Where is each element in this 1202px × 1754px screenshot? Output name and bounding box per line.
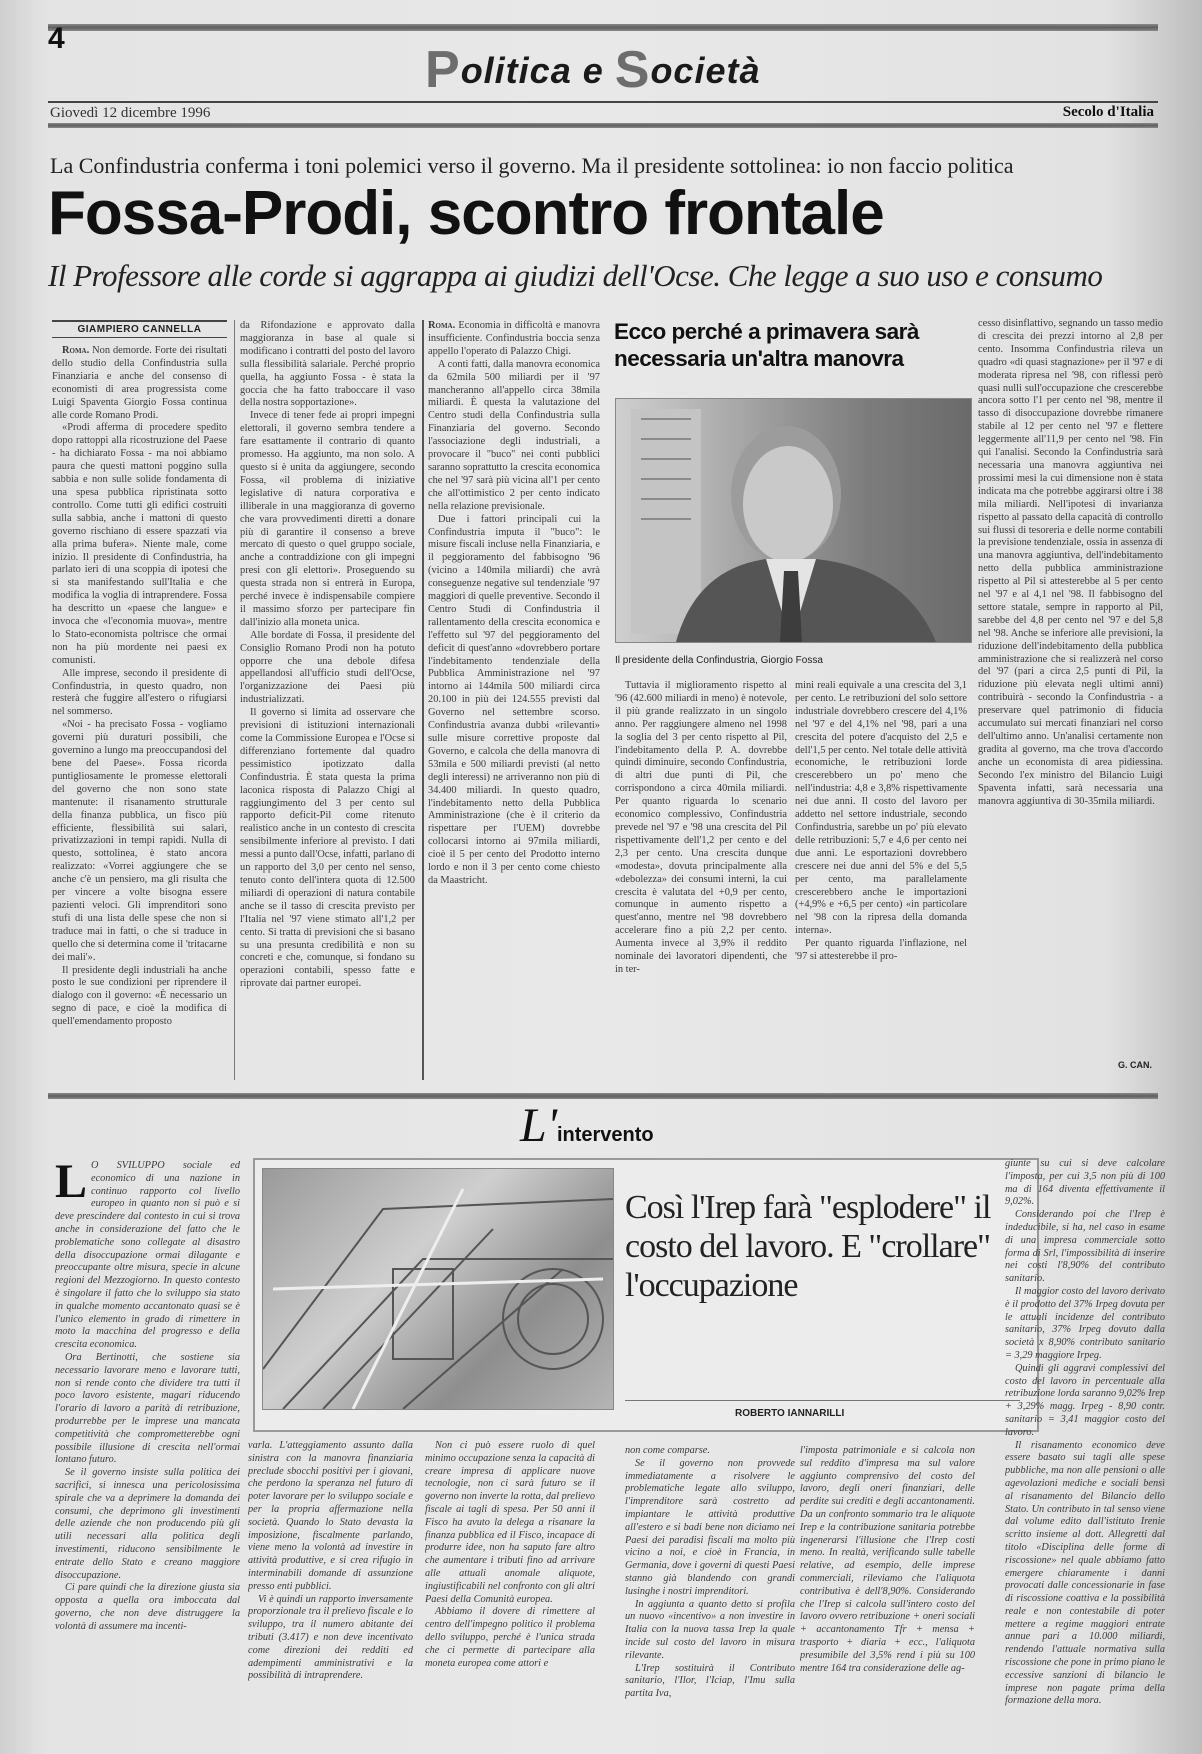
factory-image xyxy=(263,1169,613,1409)
column-divider xyxy=(234,320,235,1080)
sidebar-column-b: mini reali equivale a una crescita del 3,1 per cento. Le retribuzioni del solo settore industriale dovrebbero crescere del 4,1% nel '97 e del 4,1% nel '98, pari a una crescita del potere d'acquisto del 2,5 e dell'1,5 per cento. Nel totale delle attività economiche, le retribuzioni lorde crescerebbero un po' meno che nell'industria: 4,8 e 3,8% rispettivamente nei due anni. Il costo del lavoro per addetto nel settore industriale, secondo Confindustria, sarebbe un po' più elevato delle retribuzioni: 5,7 e 4,6 per cento nei due anni. Le esportazioni dovrebbero crescere nei due anni del 5% e del 5,5 per cento, ma parallelamente crescerebbero anche le importazioni (+4,9% e +6,5 per cento) «in particolare nel '98 con la ripresa della domanda interna». Per quanto riguarda l'inflazione, nel '97 si attesterebbe il pro- xyxy=(795,680,967,963)
byline: GIAMPIERO CANNELLA xyxy=(52,320,227,338)
intervento-label: L'intervento xyxy=(520,1099,654,1152)
photo-industrial-plant xyxy=(262,1168,614,1410)
opinion-column-3: Non ci può essere ruolo di quel minimo occupazione senza la capacità di creare impresa di applicare nuove tecnologie, non ci sarà futuro se il governo non inverte la rotta, dal prelievo fiscale ai tagli di spesa. Per 50 anni il Fisco ha avuto la delega a risanare la finanza pubblica ed il Fisco, incapace di produrre idee, non ha saputo fare altro che aumentare i tributi fino ad arrivare alle attuali anomale aliquote, ingiustificabili nel confronto con gli altri Paesi della Comunità europea. Abbiamo il dovere di rimettere al centro dell'impegno politico il problema dello sviluppo, perché è l'unica strada che ci permette di partecipare alla moneta europea come attori e xyxy=(425,1440,595,1669)
header-bottom-rule xyxy=(48,123,1158,128)
page-number: 4 xyxy=(48,22,65,55)
article-column-3: Roma. Economia in difficoltà e manovra insufficiente. Confindustria boccia senza appello l'operato di Palazzo Chigi. A conti fatti, dalla manovra economica da 62mila 500 miliardi per il '97 mancheranno all'appello circa 38mila miliardi. È questa la valutazione del Centro studi della Confindustria sulla Finanziaria del governo. Secondo l'associazione degli industriali, a provocare il "buco" nei conti pubblici saranno soprattutto la crescita economica che nel '97 sarà più vicina all'1 per cento che all'ottimistico 2 per cento indicato nella relazione previsionale. Due i fattori principali cui la Confindustria imputa il "buco": le misure fiscali incluse nella Finanziaria, e il peggioramento del fabbisogno '96 (vicino a 140mila miliardi) che avrà conseguenze negative sul tendenziale '97 maggiori di quelle preventive. Secondo il Centro Studi di Confindustria il rallentamento della crescita economica e l'effetto sul '97 del peggioramento del deficit di quest'anno «dovrebbero portare l'indebitamento tendenziale della Pubblica Amministrazione nel '97 intorno ai 144mila 500 miliardi circa 20.100 in più dei 124.555 previsti dal Governo nel settembre scorso. Confindustria avanza dubbi «rilevanti» sulle misure correttive proposte dal Governo, e calcola che della manovra di 53mila e 500 miliardi previsti (al netto degli interessi) ne arriveranno non più di 34.400 miliardi. In questo quadro, l'indebitamento netto della Pubblica Amministrazione (che è il criterio da rispettare per l'UEM) dovrebbe collocarsi intorno ai 97mila miliardi, cioè il 5 per cento del Prodotto interno lordo e non il 3 per cento come chiesto da Maastricht. xyxy=(428,320,600,886)
article-column-2: da Rifondazione e approvato dalla maggioranza in base al quale si modificano i contratti del posto del lavoro sulla flessibilità salariale. Perché proprio quella, ha aggiunto Fossa - è stata la goccia che ha fatto traboccare il vaso della nostra sopportazione». Invece di tener fede ai propri impegni elettorali, il governo sembra tendere a fare esattamente il contrario di quanto promesso. Ha aggiunto, ma non solo. A questo si è unita da aggiungere, secondo Fossa, «il problema di iniziative legislative di natura corporativa e illiberale in una maggioranza di governo che vara provvedimenti diretti a donare più di garantire il consenso a breve mercato di questo o quel gruppo sociale, anche a contraddizione con gli impegni presi con gli elettori». Proseguendo su questa strada non si entrerà in Europa, perché invece è indispensabile compiere il massimo sforzo per partecipare fin dall'inizio alla moneta unica. Alle bordate di Fossa, il presidente del Consiglio Romano Prodi non ha potuto opporre che una debole difesa appellandosi all'ufficio studi dell'Ocse, l'organizzazione dei Paesi più industrializzati. Il governo si limita ad osservare che previsioni di istituzioni internazionali come la Commissione Europea e l'Ocse si differenziano fortemente dal quadro pessimistico ipotizzato dalla Confindustria. È stata questa la prima laconica risposta di Palazzo Chigi al raggiungimento del 3 per cento sul rapporto deficit-Pil come ritenuto realistico anche in un contesto di crescita sensibilmente inferiore al previsto. I dati messi a punto dall'Ocse, infatti, parlano di un rapporto del 3,0 per cento nel senso, tenuto conto dell'intera quota di 12.500 miliardi di operazioni di natura contabile anche se il tasso di crescita previsto per l'Italia nel '97 viene stimato all'1,2 per cento. Si tratta di previsioni che si basano su una presunta credibilità e non su concreti e che, comunque, si fondano su operazioni contabili, spesso fatte e riprovate dai partner europei. xyxy=(240,320,415,990)
opinion-column-1: L O SVILUPPO sociale ed economico di una nazione in continuo rapporto col livello europeo in quanto non si può e si deve prescindere dal contesto in cui si trova anche in considerazione del fatto che le problematiche sono collegate al disastro della disoccupazione ormai dilagante e preoccupante oltre misura, specie in alcune regioni del Mezzogiorno. In questo contesto è singolare il fatto che lo sviluppo sia stato in qualche momento accantonato quasi se è l'unico elemento in grado di rimettere in moto la macchina del progresso e della crescita economica. Ora Bertinotti, che sostiene sia necessario lavorare meno e lavorare tutti, non si rende conto che dividere tra tutti il poco lavoro esistente, magari riducendo l'orario di lavoro a parità di retribuzione, produrrebbe per le imprese una mancata competitività che comprometterebbe ogni possibile illusione di crescita nell'ormai lontano futuro. Se il governo insiste sulla politica dei sacrifici, si innesca una pericolosissima spirale che va a deprimere la domanda dei consumi, che deprimono gli investimenti delle aziende che non producendo più gli utili necessari alla politica degli investimenti, riducono sensibilmente le entrate dello Stato e creano maggiore disoccupazione. Ci pare quindi che la direzione giusta sia opposta a quella ora imboccata dal governo, che non deve distruggere la volontà di assumere ma incenti- xyxy=(55,1160,240,1632)
opinion-column-4: non come comparse. Se il governo non provvede immediatamente a risolvere le problematiche legate allo sviluppo, l'imprenditore sarà costretto ad impiantare le attività produttive all'estero e si badi bene non diciamo nei Paesi dei paradisi fiscali ma molto più vicino a noi, e cioè in Francia, in Germania, dove i governi di questi Paesi stanno già blandendo con grandi lusinghe i nostri imprenditori. In aggiunta a quanto detto si profila un nuovo «incentivo» a non investire in Italia con la nuova tassa Irep la quale incide sul costo del lavoro in misura rilevante. L'Irep sostituirà il Contributo sanitario, l'Ilor, l'Iciap, l'Imu sulla partita Iva, xyxy=(625,1445,795,1700)
section-title: Politica e Società xyxy=(425,41,761,99)
sidebar-column-a: Tuttavia il miglioramento rispetto al '96 (42.600 miliardi in meno) è notevole, il più grande realizzato in un singolo anno. Per raggiungere almeno nel 1998 la soglia del 3 per cento rispetto al Pil, l'indebitamento della P. A. dovrebbe quindi diminuire, secondo Confindustria, di altri due punti di Pil, che corrispondono a circa 40mila miliardi. Per quanto riguarda lo scenario economico complessivo, Confindustria prevede nel '97 e '98 una crescita del Pil rispettivamente dell'1,2 per cento e del 2,3 per cento. Una crescita dunque «modesta», dovuta principalmente alla «debolezza» dei consumi interni, la cui crescita è valutata del +0,9 per cento, comunque in aumento rispetto a quest'anno, mentre nel '98 dovrebbero accelerare fino a più 2,2 per cento. Aumenta invece al 3,9% il reddito nominale dei lavoratori dipendenti, che in ter- xyxy=(615,680,787,975)
header-divider xyxy=(48,101,1158,103)
masthead: Secolo d'Italia xyxy=(1062,104,1154,120)
top-rule xyxy=(48,24,1158,31)
article-kicker: La Confindustria conferma i toni polemici verso il governo. Ma il presidente sottolinea: io non faccio politica xyxy=(50,153,1014,178)
opinion-column-6: giunte su cui si deve calcolare l'imposta, per cui 3,5 non più di 100 ma di 164 diventa effettivamente il 9,02%. Considerando poi che l'Irep è indeducibile, si ha, nel caso in esame di una impresa commerciale sotto forma di Srl, l'impossibilità di inserire nei costi l'8,90% del contributo sanitario. Il maggior costo del lavoro derivato è il prodotto del 37% Irpeg dovuta per le attuali incidenze del contributo sanitario, 37% Irpeg dovuto dalla società x 8,90% contributo sanitario = 3,29 maggiore Irpeg. Quindi gli aggravi complessivi del costo del lavoro in percentuale alla retribuzione lorda saranno 9,02% Irep + 3,29% magg. Irpeg - 8,90 contr. sanitario = 3,41 maggior costo del lavoro. Il risanamento economico deve essere basato sui tagli alle spese pubbliche, ma non alle pensioni o alle agevolazioni mediche e sociali bensì al risanamento del Bilancio dello Stato. Un contributo in tal senso viene dal volume edito dall'istituto Irenie scritto insieme al dott. Allegretti dal titolo «Disciplina delle forme di riscossione» nel quale abbiamo fatto emergere chiaramente i danni provocati dalle concessionarie in fase di riscossione coattiva e la possibilità reale e non contestabile di poter mettere a regime maggiori entrate annue pari a 10.000 miliardi, rendendo l'attuale normativa sulla riscossione che pone in primo piano le eccessive sanzioni di bilancio le imprese non pagate prima della formazione della mora. xyxy=(1005,1158,1165,1707)
article-headline: Fossa-Prodi, scontro frontale xyxy=(48,179,884,248)
article-subhead: Il Professore alle corde si aggrappa ai giudizi dell'Ocse. Che legge a suo uso e consumo xyxy=(48,258,1103,293)
column-divider xyxy=(422,320,424,1080)
drop-cap: L xyxy=(55,1160,88,1208)
issue-date: Giovedì 12 dicembre 1996 xyxy=(50,105,211,121)
opinion-column-2: varla. L'atteggiamento assunto dalla sinistra con la manovra finanziaria preclude sbocchi positivi per i giovani, che perdono la speranza nel futuro di poter lavorare per lo sviluppo sociale e per la propria affermazione nella società. Quando lo Stato devasta la imposizione, fiscalmente parlando, viene meno la volontà ad investire in attività produttive, e si crea rifugio in interminabili domande di assunzione presso enti pubblici. Vi è quindi un rapporto inversamente proporzionale tra il prelievo fiscale e lo sviluppo, tra il numero abitante dei tributi (3.417) e non deve incentivato come direzioni dei redditi ed adempimenti amministrativi e la possibilità di intraprendere. xyxy=(248,1440,413,1682)
article-column-1: Roma. Non demorde. Forte dei risultati dello studio della Confindustria sulla Finanziaria e anche del consenso di economisti di area progressista come Luigi Spaventa Giorgio Fossa continua alle corde Romano Prodi. «Prodi afferma di procedere spedito dopo rattoppi alla ricostruzione del Paese - ha dichiarato Fossa - ma noi abbiamo paura che questi mattoni poggino sulla sabbia e non sulle solide fondamenta di una spesa pubblica ripristinata sotto controllo. Come tutti gli edifici costruiti sulla sabbia, anche i mattoni di questo governo rischiano di essere spazzati via alla prima bufera». Niente male, come inizio. Il presidente di Confindustria, ha parlato ieri di una scoppia di ipotesi che si sta manifestando sull'Italia e che modifica la voglia di intraprendere. Fossa ha descritto un «paese che langue» e invoca che «l'economia muova», mentre lo Stato-economista poltrisce che ormai non ha più mordente nei paesi ex comunisti. Alle imprese, secondo il presidente di Confindustria, in questo quadro, non resterà che fuggire all'estero o rifugiarsi nel sommerso. «Noi - ha precisato Fossa - vogliamo governi più duraturi possibili, che governino a lungo ma preoccupandosi del bene del Paese». Fossa ricorda puntigliosamente le promesse elettorali del governo che non sono state mantenute: il risanamento strutturale della finanza pubblica, un fisco più efficiente, flessibilità sui salari, privatizzazioni in tempi rapidi. Nulla di questo, sottolinea, è stato ancora realizzato: «Vorrei aggiungere che se anche c'è un pensiero, ma gli risulta che per vincere a volte bisogna essere pazienti veloci. Gli imprenditori sono stufi di una lista delle spese che non si traduce mai in fatti, o che si traduce in quello che si determina come il 'tritacarne dei mali'». Il presidente degli industriali ha anche posto le sue condizioni per riprendere il dialogo con il governo: «È necessario un segno di pace, e cioè la modifica di quell'emendamento proposto xyxy=(52,345,227,1028)
portrait-image xyxy=(616,399,971,642)
sidebar-column-c: cesso disinflattivo, segnando un tasso medio di crescita dei prezzi intorno al 2,8 per cento. Insomma Confindustria rileva un quadro «di quasi stagnazione» per il '97 e di moderata ripresa nel '98, con riflessi però quasi nulli sull'occupazione che crescerebbe ancora sotto l'1 per cento nel '98, mentre il tasso di disoccupazione dovrebbe rimanere stabile al 12 per cento nel '97 e flettere leggermente all'11,9 per cento nel '98. Fin qui l'analisi. Secondo la Confindustria sarà necessaria una manovra aggiuntiva nei prossimi mesi la cui dimensione non è stata indicata ma che potrebbe aggirarsi oltre i 38 mila miliardi. Nell'ipotesi di invarianza rispetto al passato della capacità di controllo sui flussi di tesoreria e delle norme contabili la previsione tendenziale, ossia in assenza di una manovra aggiuntiva, dell'indebitamento netto della pubblica amministrazione rispetto al Pil si attesterebbe al 5 per cento nel '97 e al 4,1 nel '98. Il fabbisogno del settore statale, sempre in rapporto al Pil, sarebbe del 4,8 per cento nel '97 e del 5,8 nel '98. Anche se inferiore alle previsioni, la riduzione dell'indebitamento della pubblica amministrazione che si realizzerà nel corso del '97 (pari a circa 2,5 punti di Pil, la riduzione più elevata negli ultimi anni) contribuirà - secondo la Confindustria - a preservare quel patrimonio di fiducia accumulato sui mercati finanziari nel corso dell'ultimo anno. Un'analisi certamente non gradita al governo, ma che trova d'accordo anche un economista di area pidiessina. Secondo l'ex ministro del Bilancio Luigi Spaventa infatti, sarà necessaria una manovra aggiuntiva di 30-35mila miliardi. xyxy=(978,318,1163,807)
sidebar-signoff: G. CAN. xyxy=(1118,1060,1153,1070)
opinion-column-5: l'imposta patrimoniale e si calcola non sul reddito d'impresa ma sul valore aggiunto comprensivo del costo del lavoro, degli oneri finanziari, delle perdite sui crediti e degli accantonamenti. Da un confronto sommario tra le aliquote Irep e la contribuzione sanitaria potrebbe ingenerarsi l'illusione che l'Irep costi meno. In realtà, verificando sulle tabelle relative, ad esempio, delle imprese commerciali, rileviamo che l'aliquota contributiva è dell'8,90%. Considerando che l'Irep si calcola sull'intero costo del lavoro ovvero retribuzione + oneri sociali + accantonamento Tfr + mensa + trasporto + diaria + ecc., l'aliquota presumibile del 3,5% rend i più su 100 mentre 164 tra considerazione delle ag- xyxy=(800,1445,975,1674)
opinion-headline: Così l'Irep farà "esplodere" il costo del lavoro. E "crollare" l'occupazione xyxy=(625,1189,991,1304)
opinion-byline: ROBERTO IANNARILLI xyxy=(735,1408,845,1419)
photo-caption: Il presidente della Confindustria, Giorgio Fossa xyxy=(615,655,823,666)
photo-giorgio-fossa xyxy=(615,398,972,643)
sidebar-headline: Ecco perché a primavera sarà necessaria un'altra manovra xyxy=(614,319,919,371)
